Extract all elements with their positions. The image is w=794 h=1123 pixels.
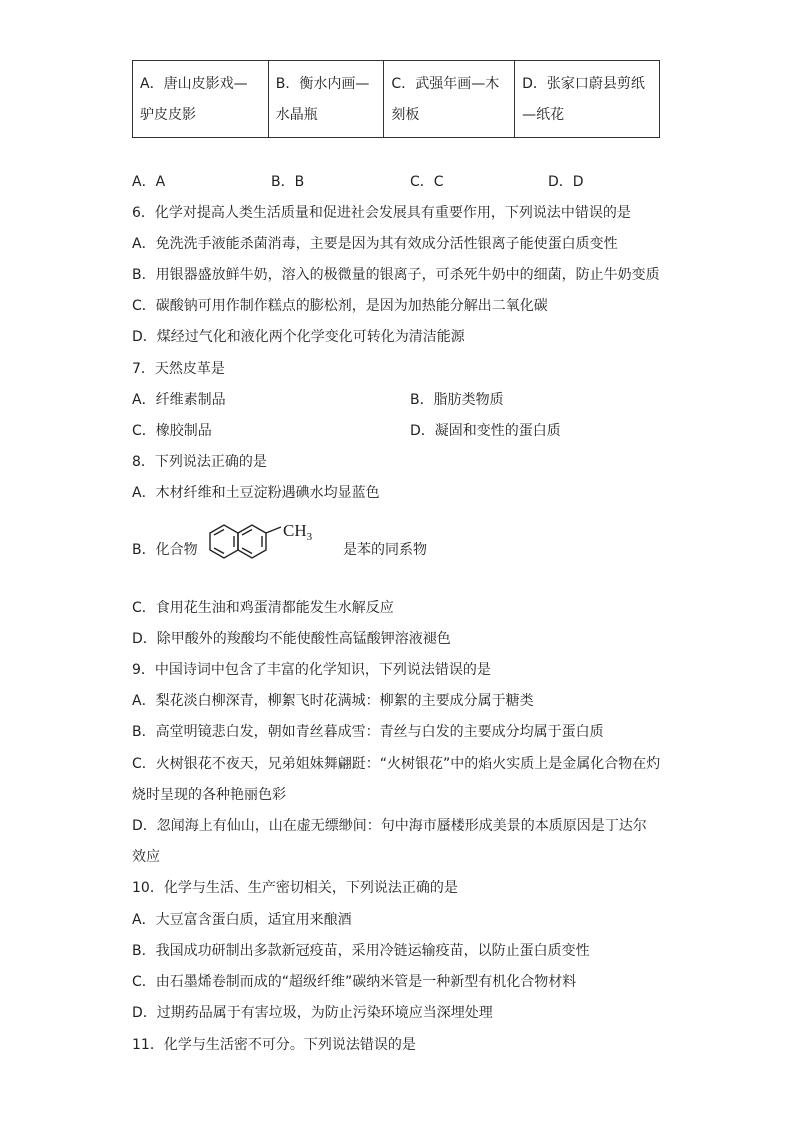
q6-stem: 6．化学对提高人类生活质量和促进社会发展具有重要作用，下列说法中错误的是 [132,205,631,221]
q9-option-c-line1: C．火树银花不夜天，兄弟姐妹舞翩跹：“火树银花”中的焰火实质上是金属化合物在灼 [132,756,661,772]
q8-stem: 8．下列说法正确的是 [132,454,267,470]
methylnaphthalene-structure [205,517,340,569]
q6-option-b: B．用银器盛放鲜牛奶，溶入的极微量的银离子，可杀死牛奶中的细菌，防止牛奶变质 [132,267,660,283]
methyl-subscript: 3 [306,531,313,543]
table-cell-c: C．武强年画—木刻板 [384,61,515,138]
q11-stem: 11．化学与生活密不可分。下列说法错误的是 [132,1037,416,1053]
methyl-group-label: CH [283,521,307,540]
table-cell-d: D．张家口蔚县剪纸—纸花 [515,61,660,138]
q9-option-c-line2: 烧时呈现的各种艳丽色彩 [132,787,286,803]
q7-stem: 7．天然皮革是 [132,361,225,377]
q9-option-d-line2: 效应 [132,849,160,865]
q7-option-b: B．脂肪类物质 [410,392,504,408]
q9-option-a: A．梨花淡白柳深青，柳絮飞时花满城：柳絮的主要成分属于糖类 [132,693,534,709]
q8-option-a: A．木材纤维和土豆淀粉遇碘水均显蓝色 [132,485,380,501]
q9-stem: 9．中国诗词中包含了丰富的化学知识，下列说法错误的是 [132,662,491,678]
q6-option-c: C．碳酸钠可用作制作糕点的膨松剂，是因为加热能分解出二氧化碳 [132,298,548,314]
q5-option-b: B．B [271,174,305,190]
q5-option-a: A．A [132,174,166,190]
table-cell-b: B．衡水内画—水晶瓶 [268,61,384,138]
options-table [132,60,660,138]
svg-text:CH3 [283,521,313,543]
q9-option-b: B．高堂明镜悲白发，朝如青丝暮成雪：青丝与白发的主要成分均属于蛋白质 [132,724,604,740]
q5-option-c: C．C [410,174,444,190]
table-row [133,61,660,138]
q10-option-b: B．我国成功研制出多款新冠疫苗，采用冷链运输疫苗，以防止蛋白质变性 [132,943,590,959]
q7-option-a: A．纤维素制品 [132,392,226,408]
q8-option-d: D．除甲酸外的羧酸均不能使酸性高锰酸钾溶液褪色 [132,631,451,647]
q10-option-a: A．大豆富含蛋白质，适宜用来酿酒 [132,912,352,928]
q6-option-a: A．免洗洗手液能杀菌消毒，主要是因为其有效成分活性银离子能使蛋白质变性 [132,236,618,252]
q6-option-d: D．煤经过气化和液化两个化学变化可转化为清洁能源 [132,329,465,345]
q8-option-b-suffix: 是苯的同系物 [343,542,427,558]
table-cell-a: A．唐山皮影戏—驴皮皮影 [133,61,269,138]
q8-option-b-prefix: B．化合物 [132,542,198,558]
q7-option-d: D．凝固和变性的蛋白质 [410,423,561,439]
q10-stem: 10．化学与生活、生产密切相关，下列说法正确的是 [132,880,458,896]
q7-option-c: C．橡胶制品 [132,423,212,439]
q5-option-d: D．D [548,174,584,190]
q10-option-c: C．由石墨烯卷制而成的“超级纤维”碳纳米管是一种新型有机化合物材料 [132,974,577,990]
q10-option-d: D．过期药品属于有害垃圾，为防止污染环境应当深埋处理 [132,1005,493,1021]
q8-option-c: C．食用花生油和鸡蛋清都能发生水解反应 [132,600,394,616]
q9-option-d-line1: D．忽闻海上有仙山，山在虚无缥缈间：句中海市蜃楼形成美景的本质原因是丁达尔 [132,818,647,834]
